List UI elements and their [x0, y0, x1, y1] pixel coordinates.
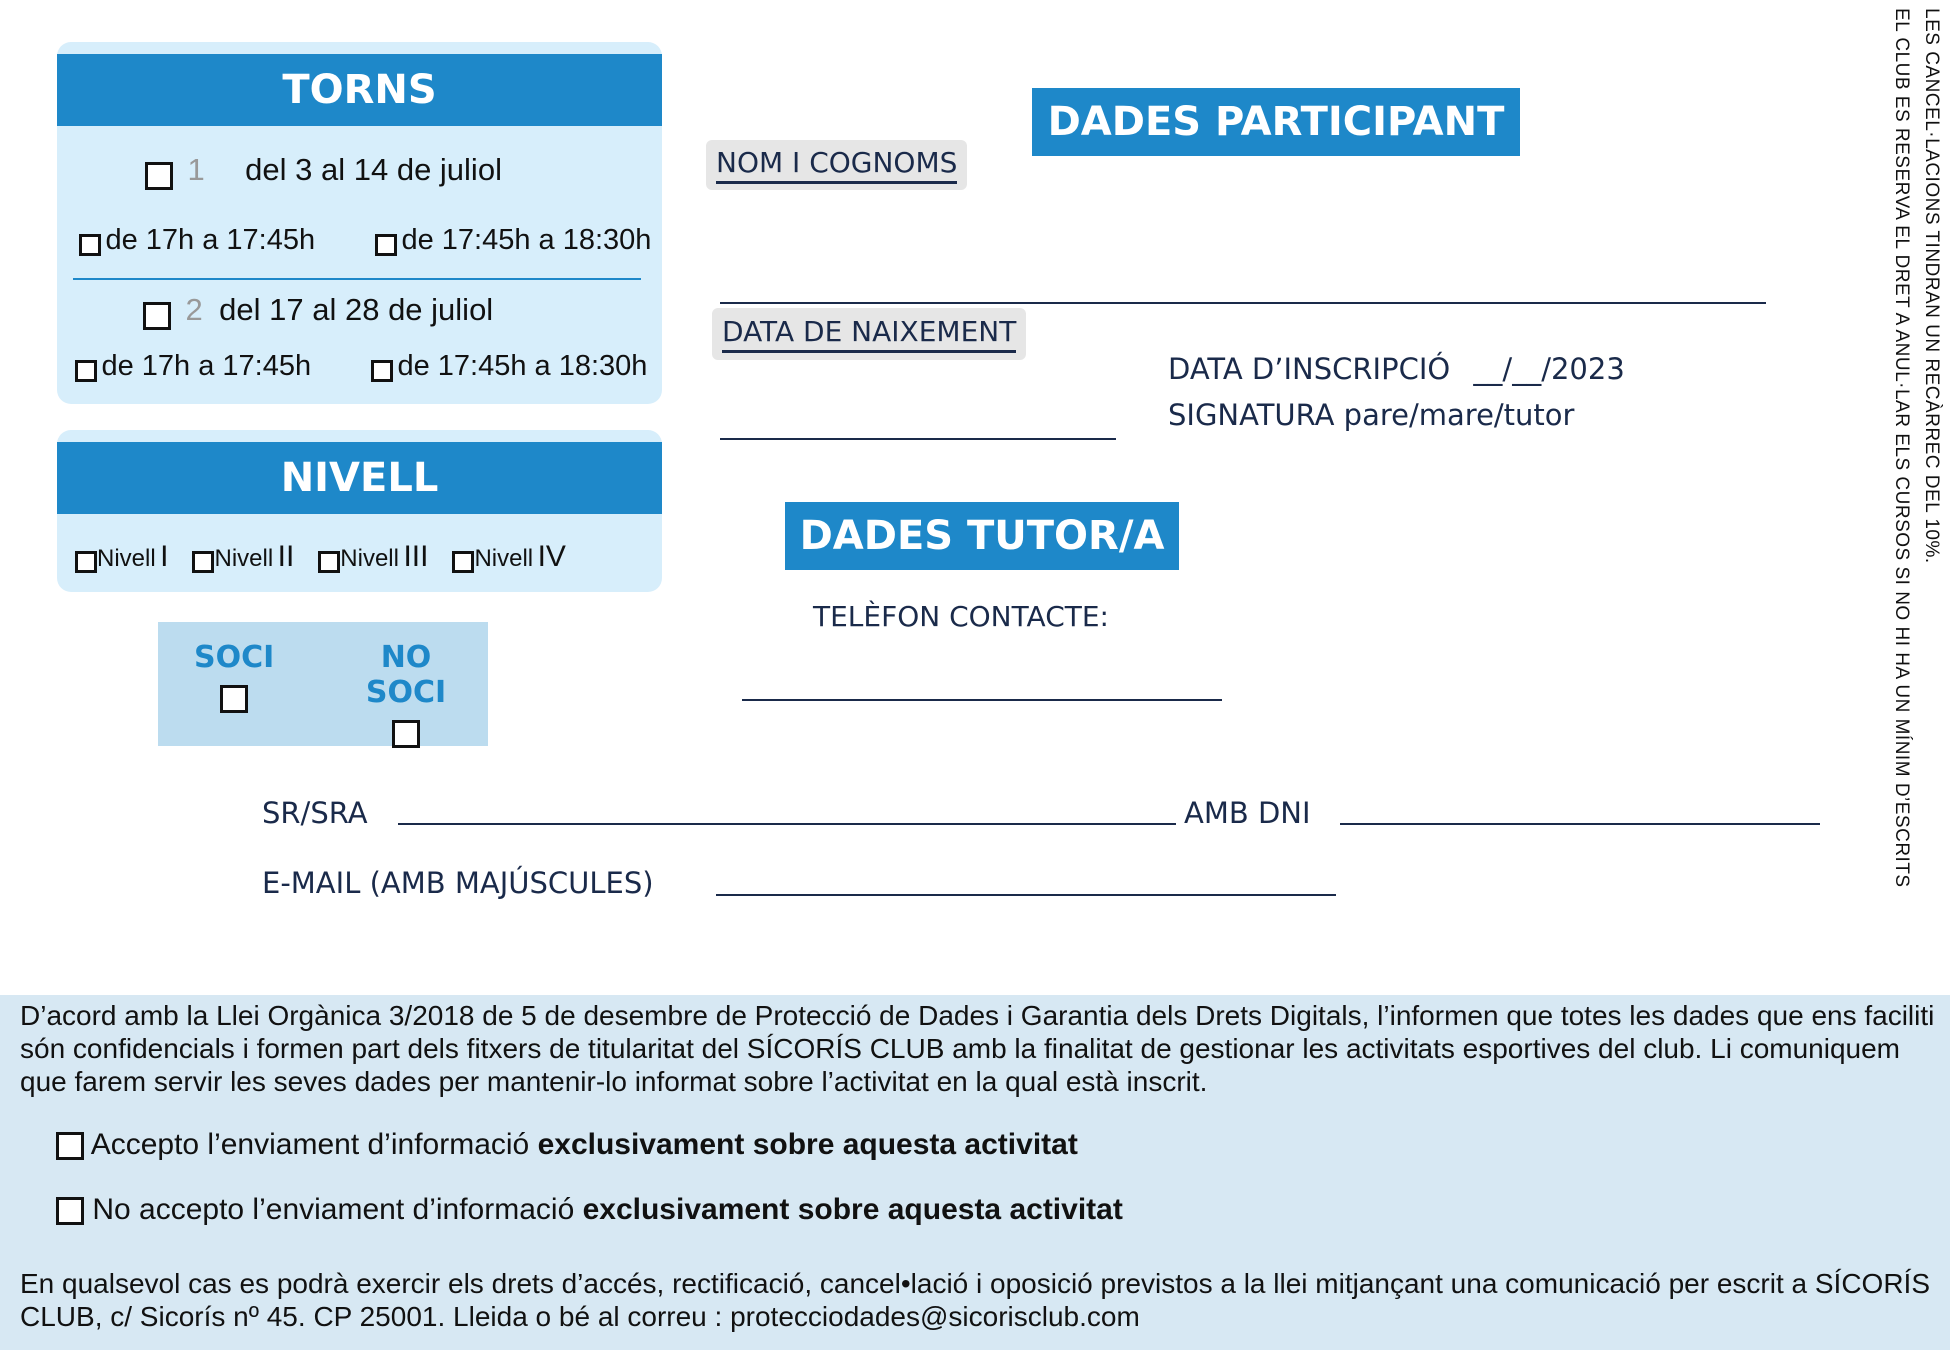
sr-line[interactable] — [398, 823, 1176, 825]
nivell-2-checkbox[interactable] — [192, 551, 214, 573]
inscription-label: DATA D’INSCRIPCIÓ — [1168, 352, 1451, 386]
privacy-text: D’acord amb la Llei Orgànica 3/2018 de 5 de desembre de Protecció de Dades i Garantia dels Drets Digitals, l’informen que totes les dades que ens faciliti són confidencials i formen part dels fitxers de titularitat del SÍCORÍS CLUB amb la finalitat de gestionar les activitats esportives del club. Li comuniquem que farem servir les seves dades per mantenir-lo informat sobre l’activitat en la qual està inscrit. — [20, 1000, 1935, 1097]
shift2-opt1-label: de 17h a 17:45h — [101, 350, 312, 382]
shift1-opt1-label: de 17h a 17:45h — [105, 224, 316, 256]
shift1-number: 1 — [187, 152, 205, 187]
signature-label: SIGNATURA pare/mare/tutor — [1168, 398, 1575, 432]
name-line[interactable] — [720, 302, 1766, 304]
shift1-opt2-label: de 17:45h a 18:30h — [401, 224, 652, 256]
shift-divider — [73, 278, 641, 280]
torns-panel — [57, 42, 662, 404]
inscription-blank[interactable]: __/__/ — [1473, 352, 1551, 386]
email-note: (AMB MAJÚSCULES) — [369, 866, 654, 900]
nivell-panel — [57, 430, 662, 592]
shift2-dates: del 17 al 28 de juliol — [219, 292, 494, 327]
dni-line[interactable] — [1340, 823, 1820, 825]
accept-option[interactable]: Accepto l’enviament d’informació exclusivament sobre aquesta activitat — [56, 1128, 1078, 1162]
nivell-option-3[interactable]: Nivell III — [318, 540, 428, 574]
nivell-3-checkbox[interactable] — [318, 551, 340, 573]
tutor-title: DADES TUTOR/A — [785, 502, 1179, 570]
side-note-1: LES CANCEL·LACIONS TINDRAN UN RECÀRREC DEL 10%. — [1921, 8, 1942, 564]
participant-title: DADES PARTICIPANT — [1032, 88, 1520, 156]
nivell-1-checkbox[interactable] — [75, 551, 97, 573]
nivell-option-2[interactable]: Nivell II — [192, 540, 294, 574]
shift2-checkbox[interactable] — [143, 302, 171, 330]
shift2-number: 2 — [185, 292, 203, 327]
shift1-opt2-checkbox[interactable] — [375, 234, 397, 256]
dni-label: AMB DNI — [1184, 796, 1311, 830]
accept-checkbox[interactable] — [56, 1132, 84, 1160]
shift1-dates: del 3 al 14 de juliol — [245, 152, 502, 187]
soci-label: SOCI — [194, 640, 275, 675]
phone-label: TELÈFON CONTACTE: — [813, 600, 1109, 633]
privacy-footer — [0, 995, 1950, 1350]
email-line[interactable] — [716, 894, 1336, 896]
inscription-row — [1168, 352, 1625, 386]
no-soci-checkbox[interactable] — [392, 720, 420, 748]
shift2-opt2-label: de 17:45h a 18:30h — [397, 350, 648, 382]
shift2-row — [143, 292, 493, 330]
sr-label: SR/SRA — [262, 796, 368, 830]
nivell-title: NIVELL — [57, 442, 662, 514]
torns-title: TORNS — [57, 54, 662, 126]
email-row — [262, 866, 654, 900]
no-soci-label: NO SOCI — [365, 640, 447, 710]
shift2-opt1-checkbox[interactable] — [75, 360, 97, 382]
shift1-row — [145, 152, 502, 190]
shift2-opt2-checkbox[interactable] — [371, 360, 393, 382]
email-label: E-MAIL — [262, 866, 361, 900]
birth-label: DATA DE NAIXEMENT — [712, 308, 1026, 360]
reject-checkbox[interactable] — [56, 1197, 84, 1225]
nivell-option-4[interactable]: Nivell IV — [452, 540, 566, 574]
side-note-2: EL CLUB ES RESERVA EL DRET A ANUL·LAR ELS CURSOS SI NO HI HA UN MÍNIM D’ESCRITS — [1891, 8, 1912, 888]
name-label: NOM I COGNOMS — [706, 140, 967, 190]
shift1-checkbox[interactable] — [145, 162, 173, 190]
phone-line[interactable] — [742, 699, 1222, 701]
rights-text: En qualsevol cas es podrà exercir els drets d’accés, rectificació, cancel•lació i oposició previstos a la llei mitjançant una comunicació per escrit a SÍCORÍS CLUB, c/ Sicorís nº 45. CP 25001. Lleida o bé al correu : protecciodades@sicorisclub.com — [20, 1268, 1930, 1332]
reject-option[interactable]: No accepto l’enviament d’informació exclusivament sobre aquesta activitat — [56, 1193, 1123, 1227]
shift1-opt1-checkbox[interactable] — [79, 234, 101, 256]
membership-box — [158, 622, 488, 746]
inscription-year: 2023 — [1550, 352, 1625, 386]
nivell-option-1[interactable]: Nivell I — [75, 540, 168, 574]
birth-line[interactable] — [720, 438, 1116, 440]
soci-checkbox[interactable] — [220, 685, 248, 713]
nivell-4-checkbox[interactable] — [452, 551, 474, 573]
